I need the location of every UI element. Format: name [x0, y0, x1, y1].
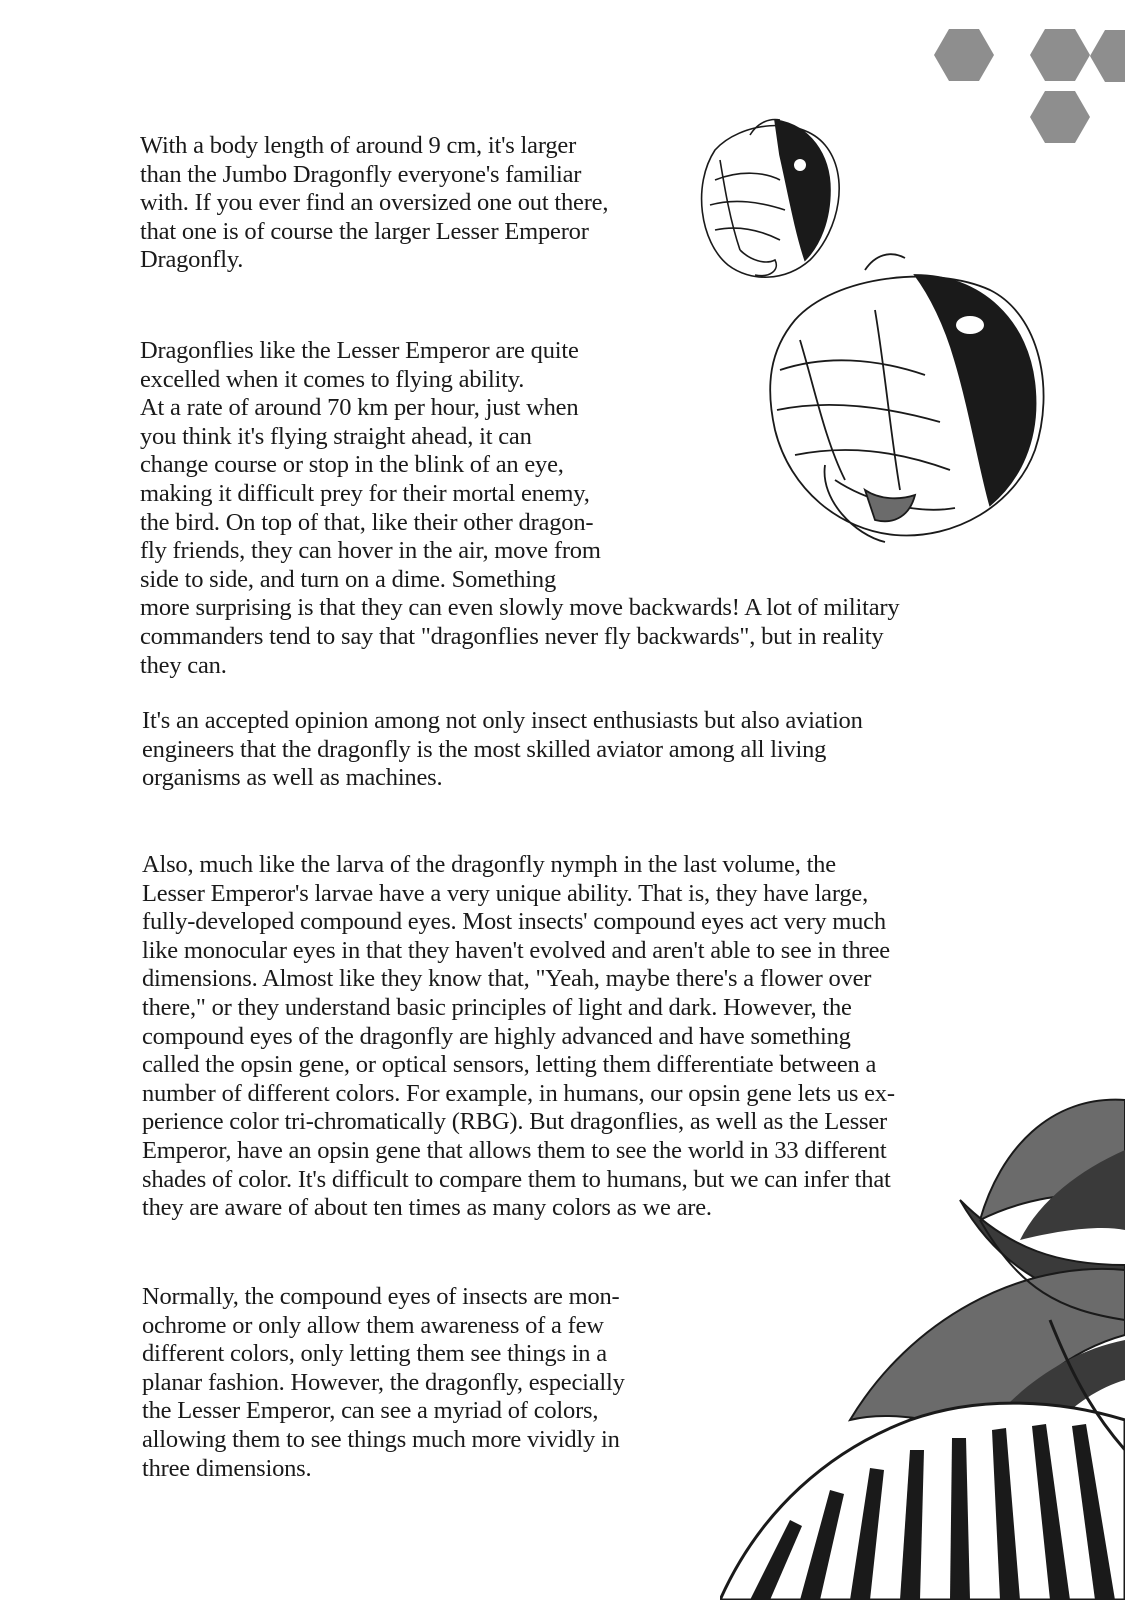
hexagon-icon	[1090, 30, 1125, 82]
paragraph-compound-eyes: Also, much like the larva of the dragonfly nymph in the last volume, the Lesser Emperor's larvae have a very unique ability. That is, they have large, fully-developed compound eyes. Most insects' compound eyes act very much like monocular eyes in that they haven't evolved and aren't able to see in three dimensions. Almost like they know that, "Yeah, maybe there's a flower over there," or they understand basic principles of light and dark. However, the compound eyes of the dragonfly are highly advanced and have something called the opsin gene, or optical sensors, letting them differentiate between a number of different colors. For example, in humans, our opsin gene lets us ex- perience color tri-chromatically (RBG). But dragonflies, as well as the Lesser Emperor, have an opsin gene that allows them to see the world in 33 different shades of color. It's difficult to compare them to humans, but we can infer that they are aware of about ten times as many colors as we are.	[142, 851, 895, 1222]
paragraph-skilled-aviator: It's an accepted opinion among not only insect enthusiasts but also aviation engineers that the dragonfly is the most skilled aviator among all living organisms as well as machines.	[142, 707, 863, 792]
hexagon-icon	[1030, 91, 1090, 143]
hexagon-icon	[934, 29, 994, 81]
paragraph-flying-ability: Dragonflies like the Lesser Emperor are quite excelled when it comes to flying ability. At a rate of around 70 km per hour, just when you think it's flying straight ahead, it can change course or stop in the blink of an eye, making it difficult prey for their mortal enemy, the bird. On top of that, like their other dragon- fly friends, they can hover in the air, move from side to side, and turn on a dime. Something more surprising is that they can even slowly move backwards! A lot of military commanders tend to say that "dragonflies never fly backwards", but in reality they can.	[140, 337, 900, 679]
paragraph-body-length: With a body length of around 9 cm, it's larger than the Jumbo Dragonfly everyone's familiar with. If you ever find an oversized one out there, that one is of course the larger Lesser Emperor Dragonfly.	[140, 132, 609, 274]
hexagon-icon	[1030, 29, 1090, 81]
hexagon-decoration	[930, 20, 1125, 160]
paragraph-three-dimensions: Normally, the compound eyes of insects are mon- ochrome or only allow them awareness of a few different colors, only letting them see things in a planar fashion. However, the dragonfly, especially the Lesser Emperor, can see a myriad of colors, allowing them to see things much more vividly in three dimensions.	[142, 1283, 625, 1482]
